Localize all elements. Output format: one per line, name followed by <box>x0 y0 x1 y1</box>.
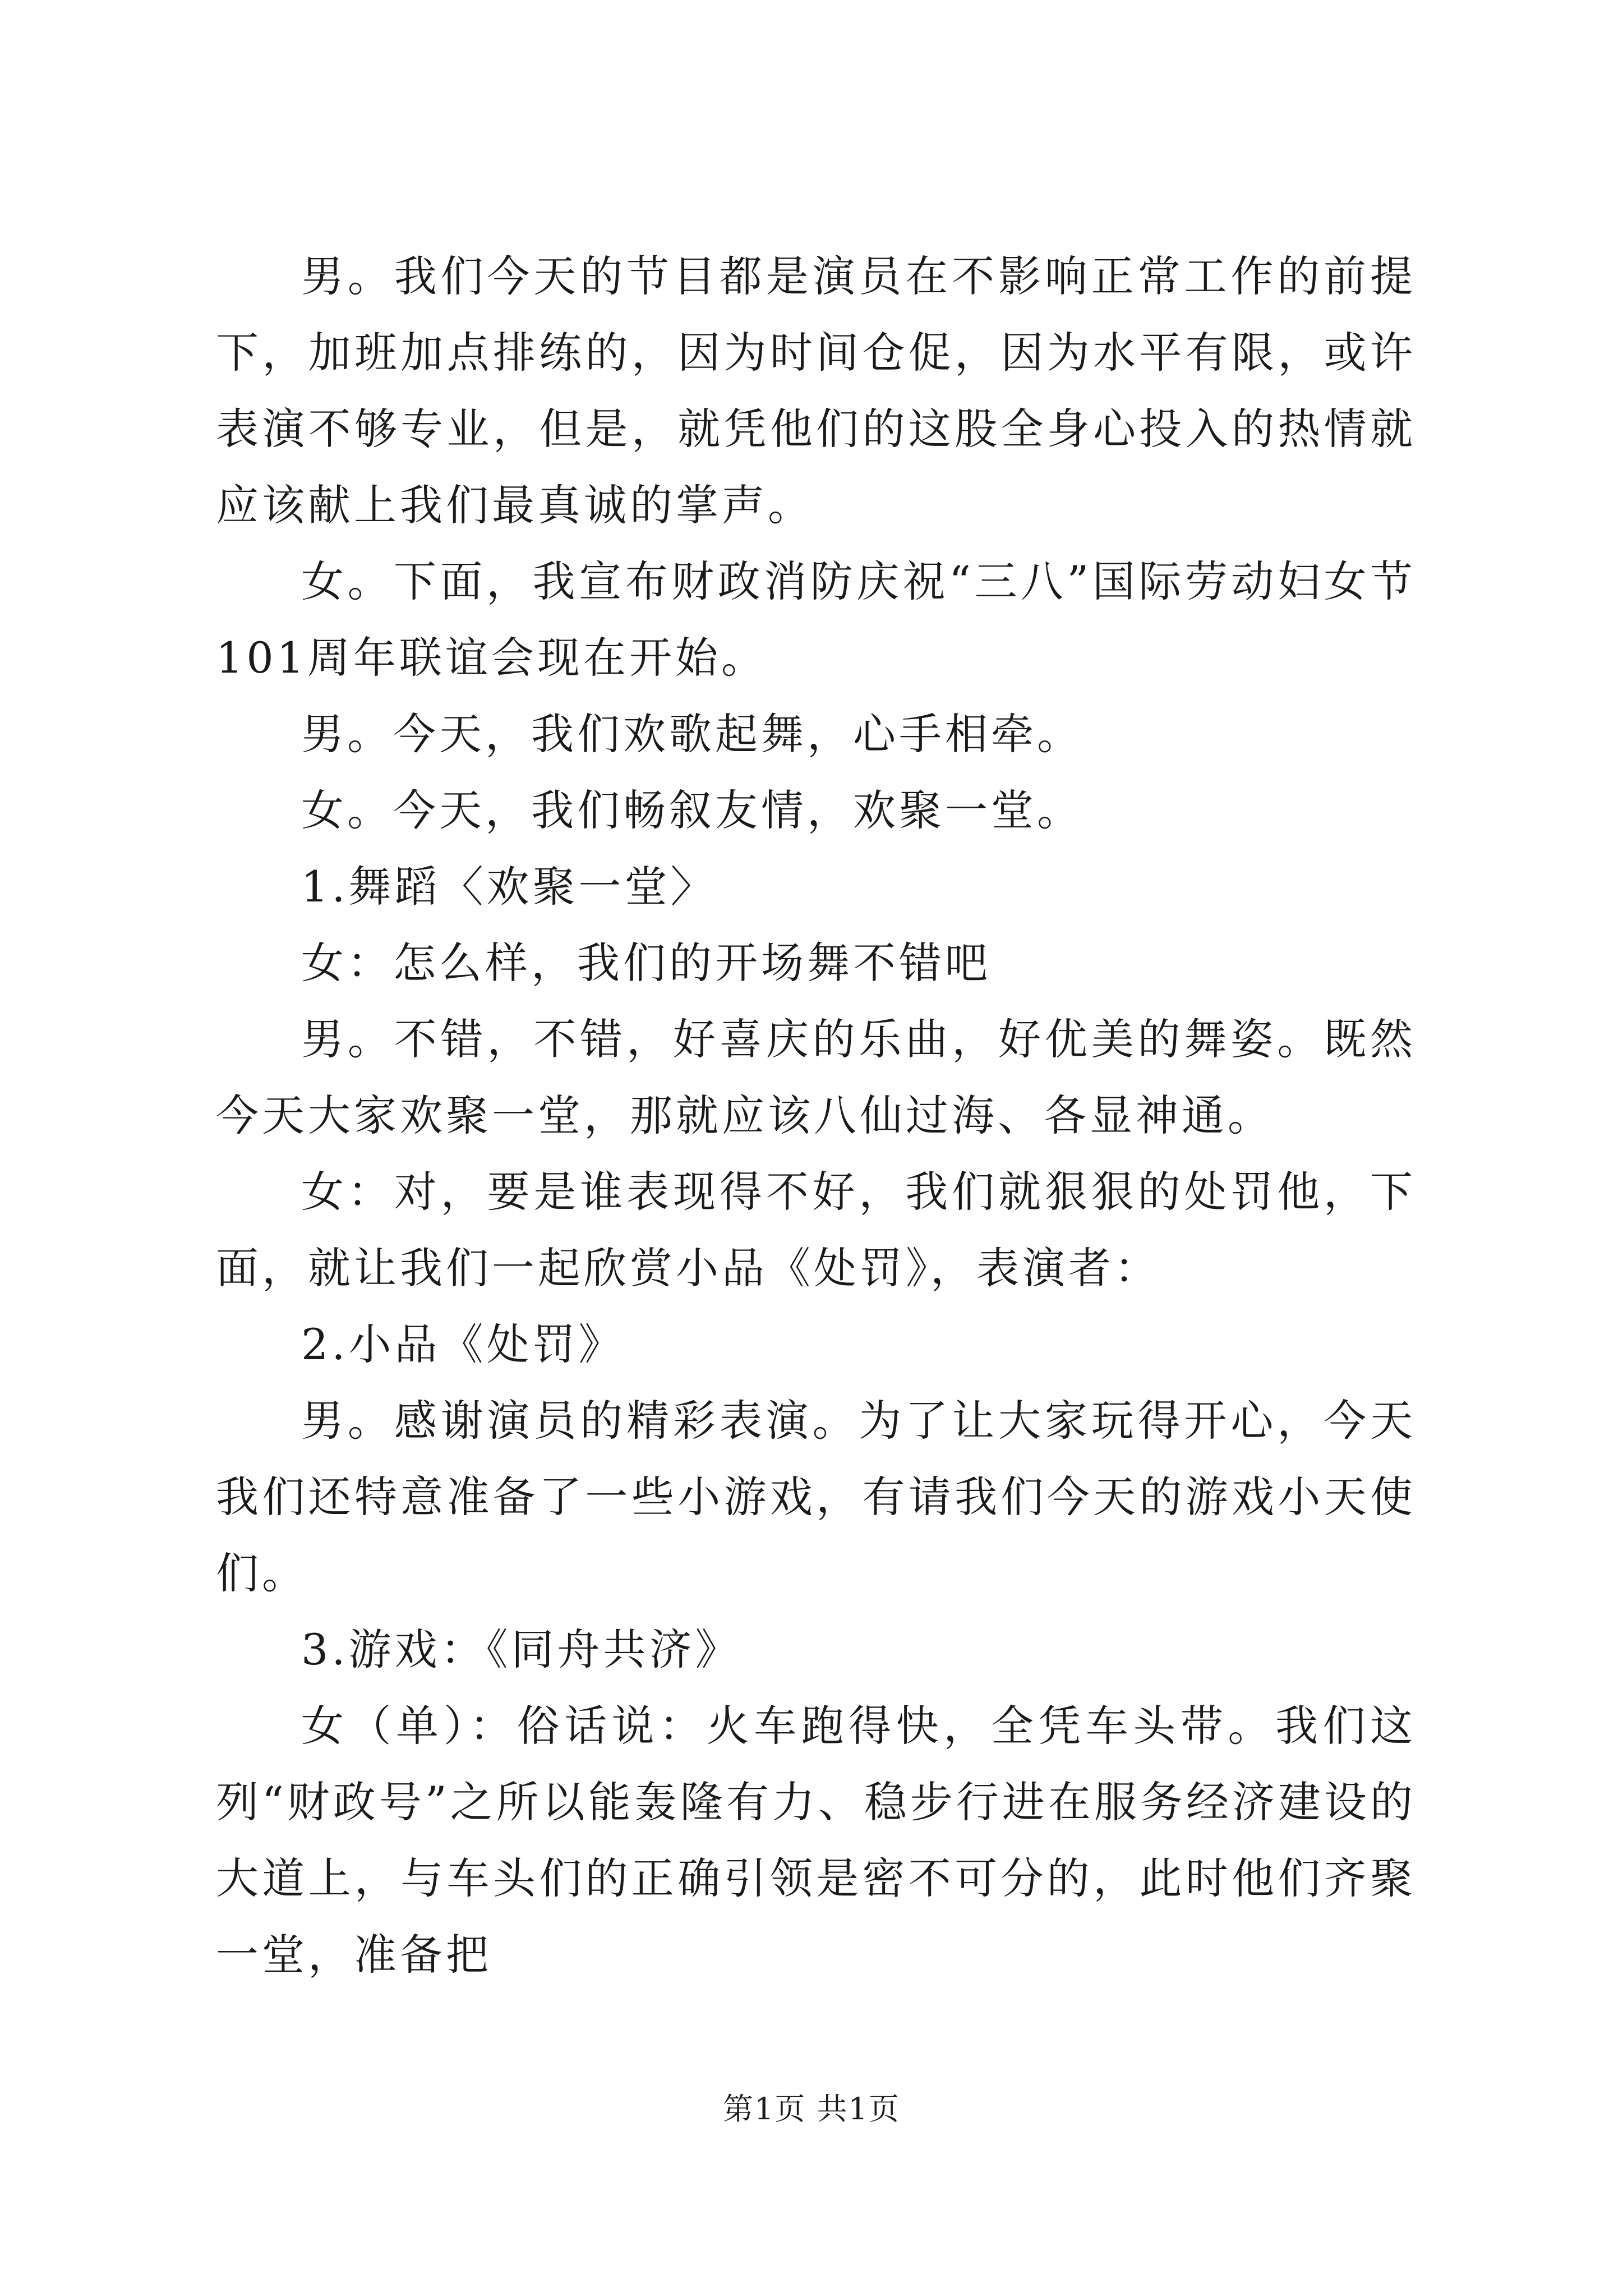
program-item-heading: 1.舞蹈〈欢聚一堂〉 <box>301 862 717 912</box>
paragraph: 女：怎么样，我们的开场舞不错吧 <box>301 938 991 988</box>
paragraph: 男。今天，我们欢歌起舞，心手相牵。 <box>301 709 1083 759</box>
paragraph: 男。感谢演员的精彩表演。为了让大家玩得开心，今天我们还特意准备了一些小游戏，有请我们今天的游戏小天使们。 <box>216 1396 1416 1598</box>
program-item-heading: 2.小品《处罚》 <box>301 1319 625 1369</box>
paragraph: 男。不错，不错，好喜庆的乐曲，好优美的舞姿。既然今天大家欢聚一堂，那就应该八仙过海、各显神通。 <box>216 1014 1416 1140</box>
paragraph: 女。今天，我们畅叙友情，欢聚一堂。 <box>301 785 1083 835</box>
paragraph: 女：对，要是谁表现得不好，我们就狠狠的处罚他，下面，就让我们一起欣赏小品《处罚》，表演者： <box>216 1167 1416 1293</box>
paragraph: 男。我们今天的节目都是演员在不影响正常工作的前提下，加班加点排练的，因为时间仓促，因为水平有限，或许表演不够专业，但是，就凭他们的这股全身心投入的热情就应该献上我们最真诚的掌声。 <box>216 251 1416 530</box>
paragraph: 女。下面，我宣布财政消防庆祝“三八”国际劳动妇女节101周年联谊会现在开始。 <box>216 556 1416 683</box>
page-footer: 第1页 共1页 <box>723 2091 900 2127</box>
paragraph: 女（单）：俗话说：火车跑得快，全凭车头带。我们这列“财政号”之所以能轰隆有力、稳步行进在服务经济建设的大道上，与车头们的正确引领是密不可分的，此时他们齐聚一堂，准备把 <box>216 1701 1416 1980</box>
document-body <box>216 238 1416 1993</box>
program-item-heading: 3.游戏：《同舟共济》 <box>301 1625 741 1674</box>
